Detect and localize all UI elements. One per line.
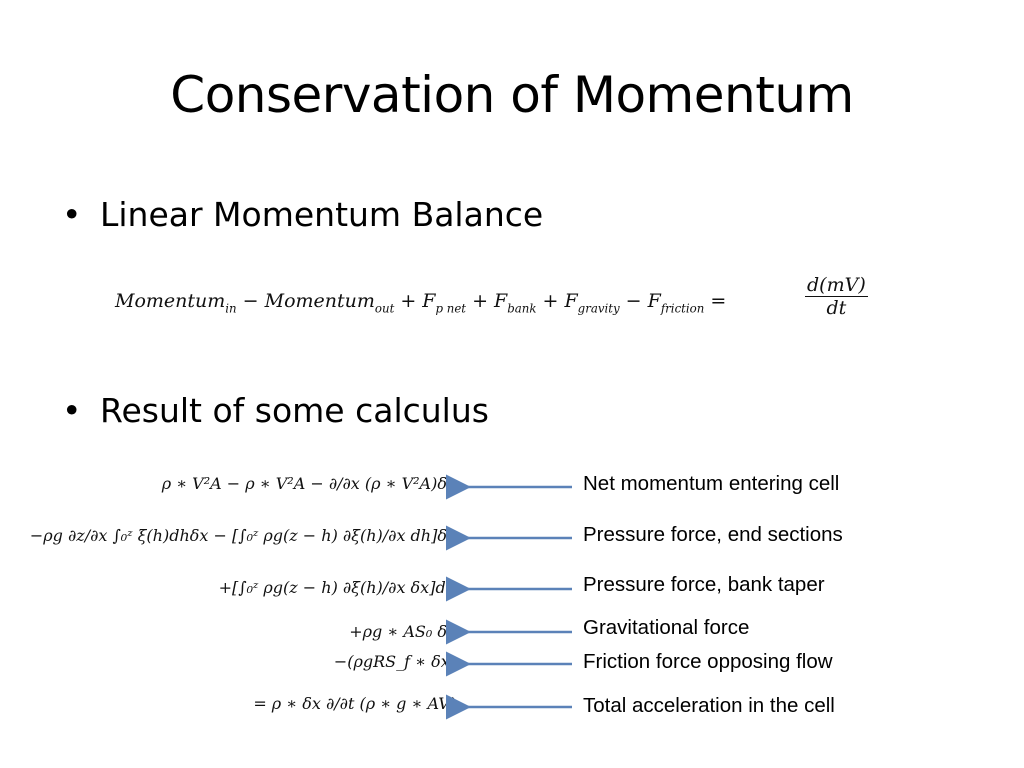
equation-line-pressure-end: −ρg ∂z/∂x ∫₀ᶻ ξ(h)dhδx − [∫₀ᶻ ρg(z − h) ∂ξ(h)/∂x dh]δx bbox=[29, 526, 456, 545]
equation-line-acceleration: = ρ ∗ δx ∂/∂t (ρ ∗ g ∗ AV) bbox=[253, 694, 456, 713]
bullet-symbol: • bbox=[62, 391, 82, 430]
equation-line-gravity: +ρg ∗ AS₀ δx bbox=[349, 622, 456, 641]
bullet-text: Linear Momentum Balance bbox=[100, 195, 544, 234]
eq-term: + F bbox=[466, 290, 508, 312]
equation-line-pressure-bank: +[∫₀ᶻ ρg(z − h) ∂ξ(h)/∂x δx]dh bbox=[218, 578, 456, 597]
eq-subscript: gravity bbox=[577, 301, 620, 316]
label-net-momentum: Net momentum entering cell bbox=[583, 472, 840, 495]
eq-subscript: out bbox=[374, 301, 395, 316]
bullet-text: Result of some calculus bbox=[100, 391, 489, 430]
eq-term: − Momentum bbox=[236, 290, 375, 312]
eq-term: + F bbox=[536, 290, 578, 312]
eq-term: = bbox=[704, 290, 727, 312]
fraction-denominator: dt bbox=[826, 297, 847, 319]
equation-line-net-momentum: ρ ∗ V²A − ρ ∗ V²A − ∂/∂x (ρ ∗ V²A)δx bbox=[161, 474, 456, 493]
bullet-symbol: • bbox=[62, 195, 82, 234]
label-friction: Friction force opposing flow bbox=[583, 650, 833, 673]
eq-term: Momentum bbox=[115, 290, 226, 312]
slide-title: Conservation of Momentum bbox=[170, 66, 854, 124]
eq-subscript: in bbox=[225, 301, 237, 316]
label-gravity: Gravitational force bbox=[583, 616, 750, 639]
fraction-numerator: d(mV) bbox=[807, 274, 866, 296]
eq-subscript: friction bbox=[660, 301, 705, 316]
eq-term: − F bbox=[619, 290, 661, 312]
eq-term: + F bbox=[394, 290, 436, 312]
label-pressure-bank: Pressure force, bank taper bbox=[583, 573, 825, 596]
label-pressure-end: Pressure force, end sections bbox=[583, 523, 843, 546]
eq-subscript: p net bbox=[435, 301, 467, 316]
label-acceleration: Total acceleration in the cell bbox=[583, 694, 835, 717]
eq-subscript: bank bbox=[507, 301, 537, 316]
equation-line-friction: −(ρgRS_f ∗ δx) bbox=[333, 652, 456, 671]
